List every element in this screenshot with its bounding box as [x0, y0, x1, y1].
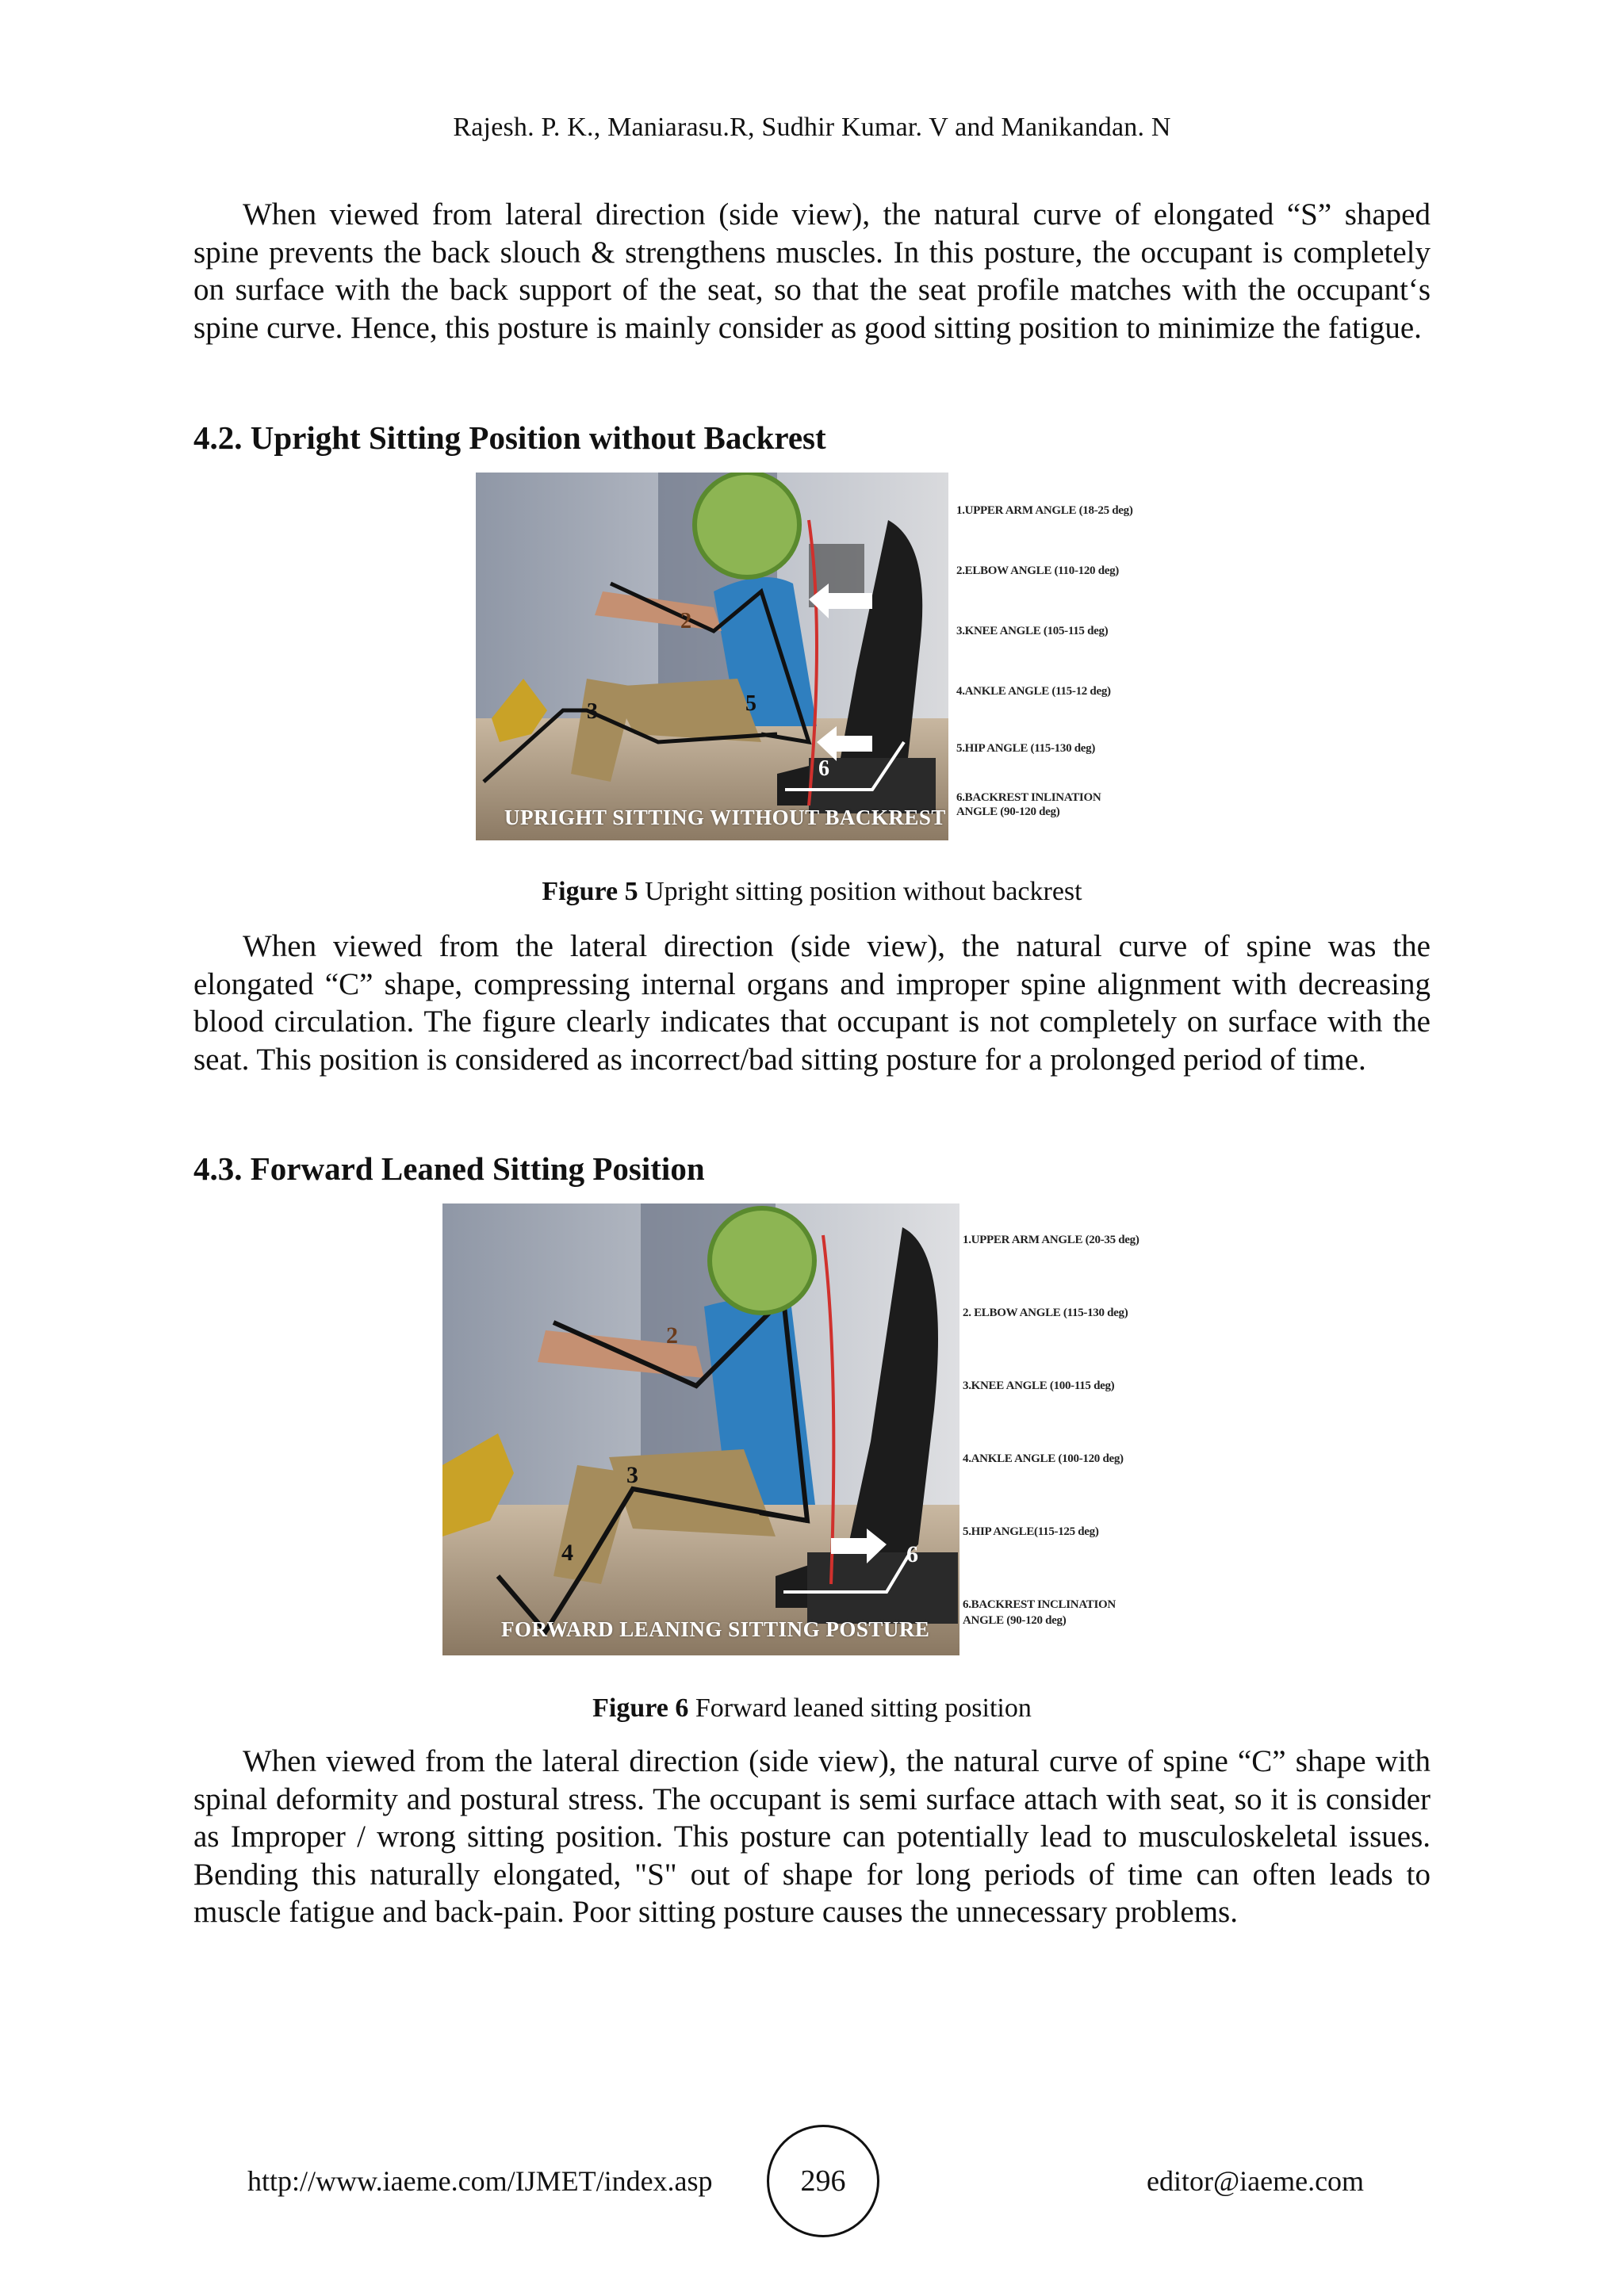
section-heading-4-3: 4.3. Forward Leaned Sitting Position [193, 1150, 705, 1187]
page-number: 296 [767, 2125, 879, 2237]
figure-6-label: 3.KNEE ANGLE (100-115 deg) [963, 1380, 1115, 1392]
figure-6-label: ANGLE (90-120 deg) [963, 1614, 1067, 1627]
figure-5-label: 1.UPPER ARM ANGLE (18-25 deg) [956, 504, 1133, 517]
figure-5-label: 3.KNEE ANGLE (105-115 deg) [956, 625, 1109, 637]
figure-6-number: 4 [561, 1540, 573, 1566]
paragraph-3: When viewed from the lateral direction (side view), the natural curve of spine “C” shape with spinal deformity and postural stress. The occupant is semi surface attach with seat, so it is consider as Improper / wrong sitting position. This posture can potentially lead to musculoskeletal issues. Bending this naturally elongated, "S" out of shape for long periods of time can often leads to muscle fatigue and back-pain. Poor sitting posture causes the unnecessary problems. [193, 1744, 1431, 1929]
figure-6-label: 4.ANKLE ANGLE (100-120 deg) [963, 1452, 1124, 1465]
figure-5-label: 6.BACKREST INLINATION [956, 791, 1101, 804]
figure-6-label: 2. ELBOW ANGLE (115-130 deg) [963, 1307, 1128, 1319]
figure-5-angle-labels [956, 504, 1178, 837]
figure-6-label: 5.HIP ANGLE(115-125 deg) [963, 1525, 1099, 1538]
page-header: Rajesh. P. K., Maniarasu.R, Sudhir Kumar. V and Manikandan. N [453, 113, 1171, 142]
figure-5-banner: UPRIGHT SITTING WITHOUT BACKREST [504, 806, 946, 829]
figure-5-caption [0, 877, 1624, 907]
figure-5-photo [476, 473, 948, 840]
figure-6-banner: FORWARD LEANING SITTING POSTURE [501, 1617, 930, 1641]
figure-6 [442, 1203, 1188, 1659]
figure-5-number: 3 [587, 699, 598, 724]
footer-email-link[interactable]: editor@iaeme.com [1147, 2165, 1365, 2197]
figure-5-label: 4.ANKLE ANGLE (115-12 deg) [956, 685, 1111, 698]
paragraph-2: When viewed from the lateral direction (side view), the natural curve of spine was the elongated “C” shape, compressing internal organs and improper spine alignment with decreasing blood circulation. The figure clearly indicates that occupant is not completely on surface with the seat. This position is considered as incorrect/bad sitting posture for a prolonged period of time. [193, 929, 1431, 1077]
figure-6-photo [442, 1203, 959, 1655]
footer-url-link[interactable]: http://www.iaeme.com/IJMET/index.asp [247, 2165, 713, 2197]
figure-5-illustration [476, 473, 948, 840]
figure-5-label: 5.HIP ANGLE (115-130 deg) [956, 742, 1096, 755]
figure-5-caption-number: Figure 5 [542, 877, 638, 906]
figure-6-caption [0, 1693, 1624, 1724]
figure-6-label: 6.BACKREST INCLINATION [963, 1598, 1116, 1611]
figure-5-number: 6 [818, 756, 829, 781]
figure-5-caption-text: Upright sitting position without backrest [638, 877, 1082, 906]
figure-6-label: 1.UPPER ARM ANGLE (20-35 deg) [963, 1234, 1139, 1246]
figure-6-caption-number: Figure 6 [592, 1693, 689, 1723]
figure-6-caption-text: Forward leaned sitting position [688, 1693, 1032, 1723]
figure-6-number: 6 [906, 1541, 918, 1567]
figure-5-label: ANGLE (90-120 deg) [956, 806, 1060, 818]
figure-6-number: 2 [666, 1322, 678, 1349]
figure-5 [476, 473, 1174, 844]
figure-6-illustration [442, 1203, 959, 1655]
figure-6-angle-labels [963, 1234, 1188, 1646]
paragraph-1: When viewed from lateral direction (side view), the natural curve of elongated “S” shaped spine prevents the back slouch & strengthens muscles. In this posture, the occupant is completely on surface with the back support of the seat, so that the seat profile matches with the occupant‘s spine curve. Hence, this posture is mainly consider as good sitting position to minimize the fatigue. [193, 197, 1431, 345]
figure-5-number: 2 [680, 609, 691, 633]
figure-5-label: 2.ELBOW ANGLE (110-120 deg) [956, 564, 1119, 577]
section-heading-4-2: 4.2. Upright Sitting Position without Backrest [193, 419, 826, 456]
figure-5-number: 5 [745, 691, 756, 716]
figure-6-number: 3 [626, 1462, 638, 1488]
